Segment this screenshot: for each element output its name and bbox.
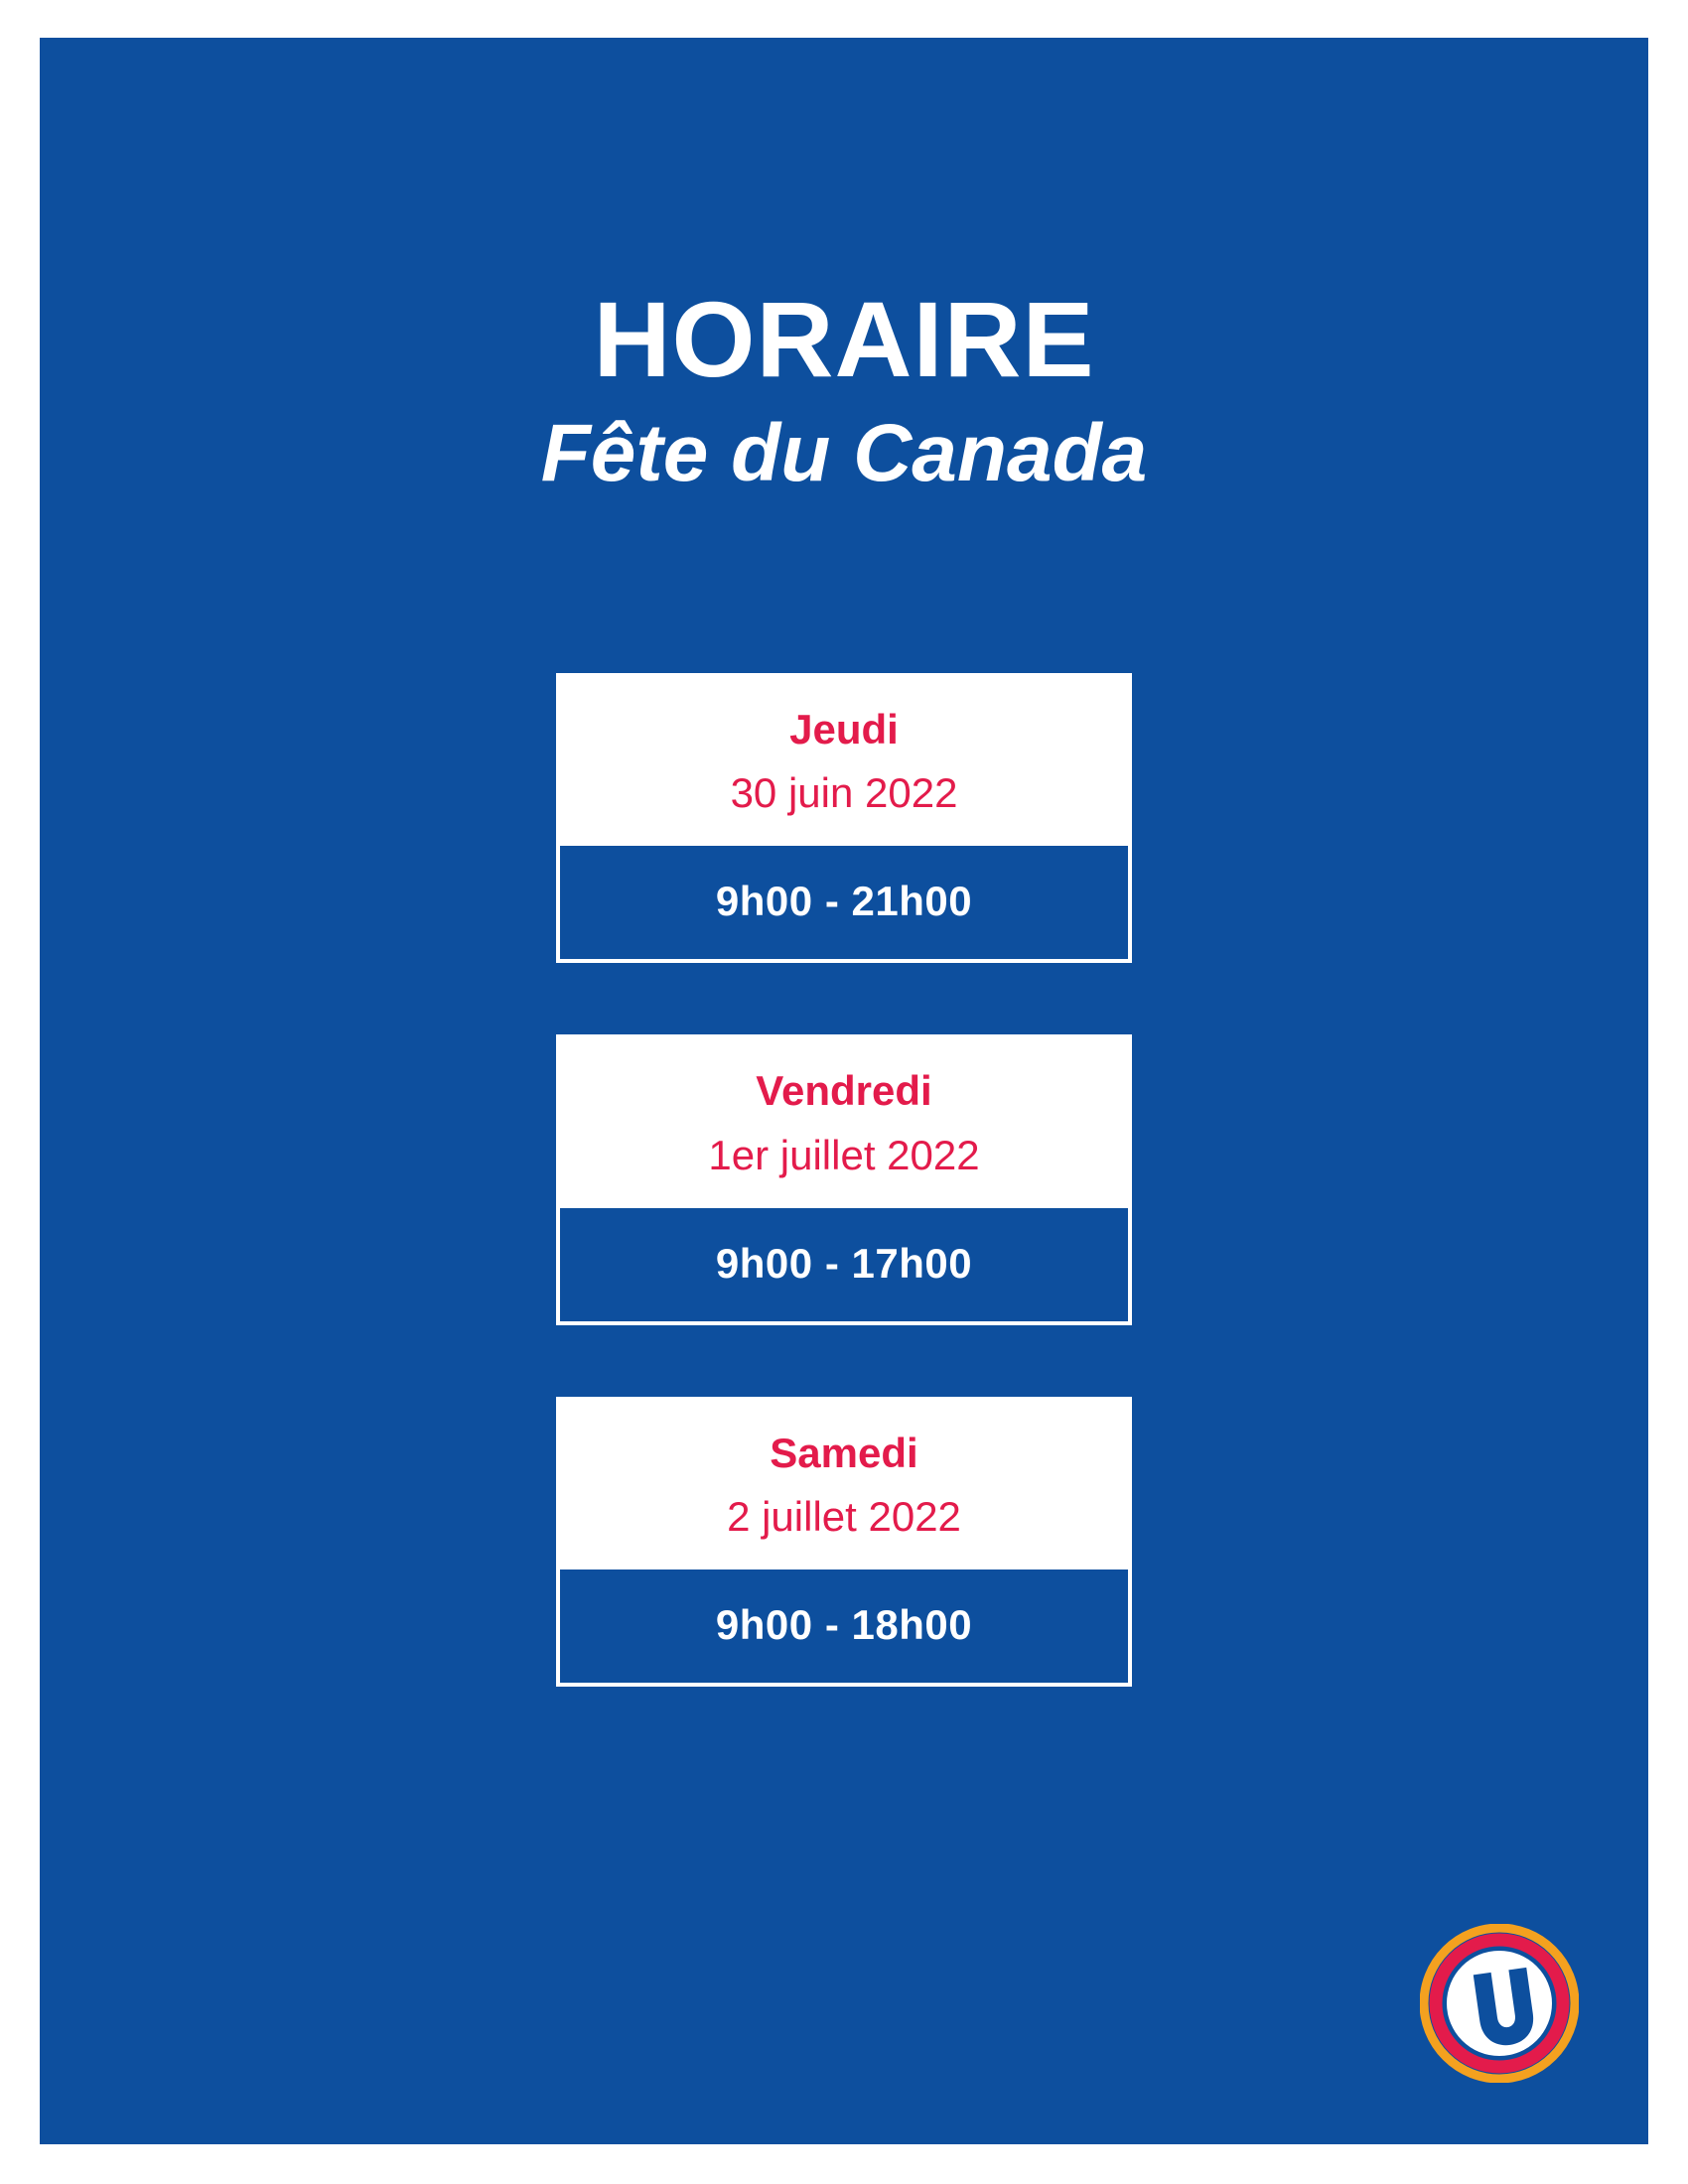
schedule-date: 2 juillet 2022	[727, 1492, 961, 1540]
schedule-card-header	[560, 677, 1128, 842]
page-subtitle: Fête du Canada	[540, 408, 1148, 498]
schedule-card-header	[560, 1401, 1128, 1566]
schedule-day: Samedi	[770, 1429, 918, 1476]
schedule-day: Vendredi	[756, 1067, 932, 1115]
schedule-day: Jeudi	[789, 706, 899, 752]
poster-header	[40, 279, 1648, 500]
schedule-card	[556, 1034, 1132, 1324]
schedule-card	[556, 1397, 1132, 1687]
schedule-date: 30 juin 2022	[730, 769, 958, 817]
schedule-hours: 9h00 - 17h00	[560, 1204, 1128, 1321]
page-title: HORAIRE	[593, 279, 1095, 399]
schedule-hours: 9h00 - 18h00	[560, 1566, 1128, 1683]
schedule-hours: 9h00 - 21h00	[560, 842, 1128, 959]
u-logo	[1420, 1924, 1579, 2083]
poster	[40, 38, 1648, 2144]
schedule-card-header	[560, 1038, 1128, 1203]
schedule-date: 1er juillet 2022	[708, 1131, 980, 1178]
schedule-list	[40, 673, 1648, 1758]
schedule-card	[556, 673, 1132, 963]
